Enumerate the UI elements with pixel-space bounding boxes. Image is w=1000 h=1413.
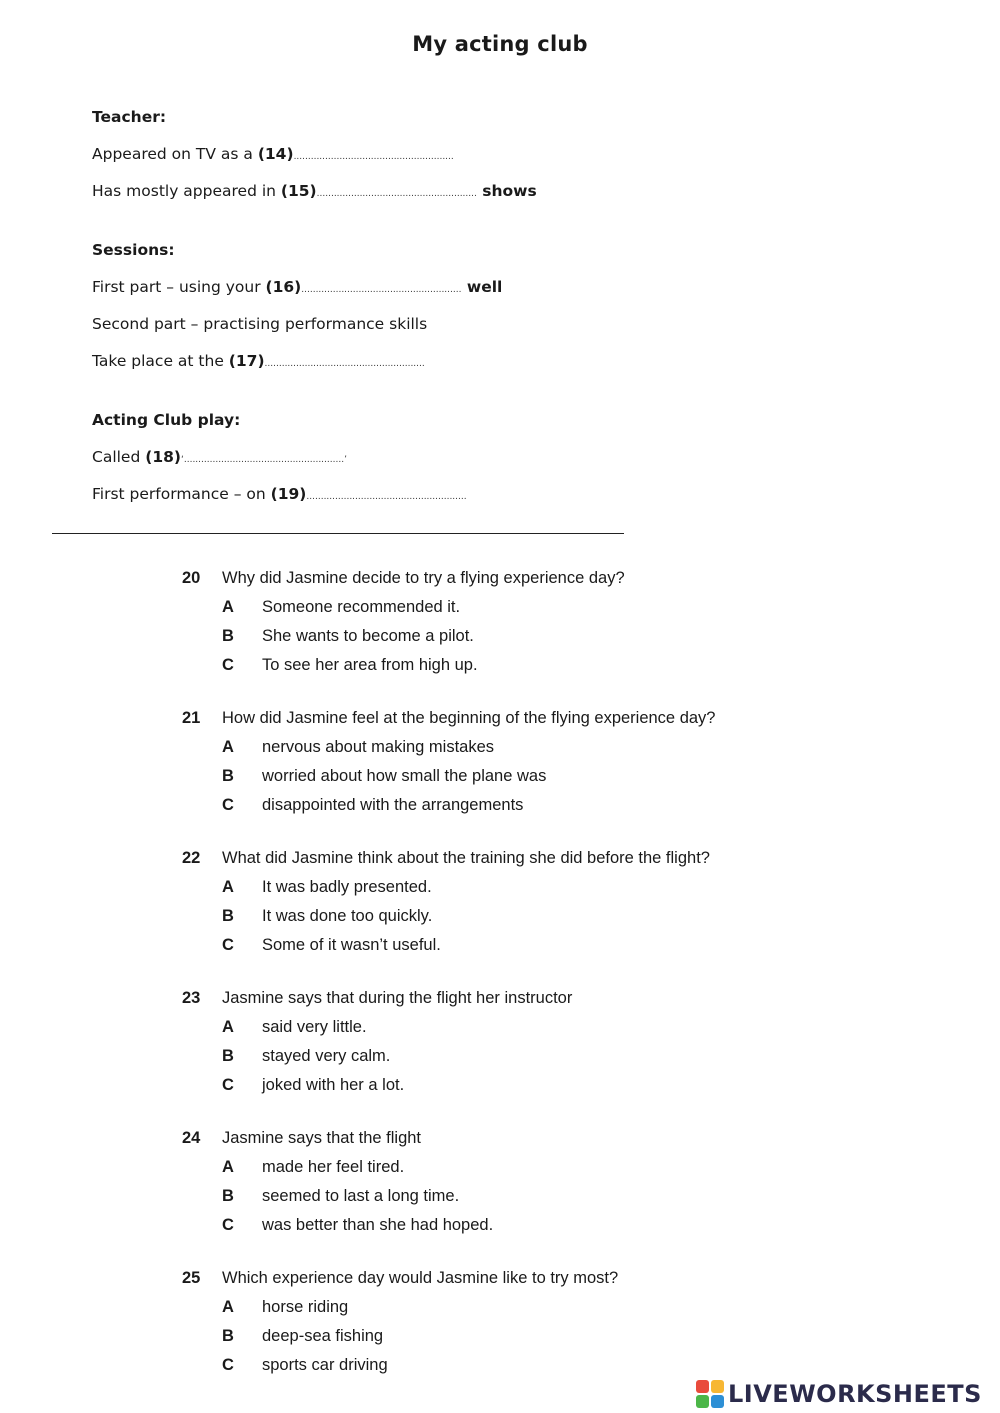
- line-text: Take place at the: [92, 352, 229, 370]
- gap-number: (17): [228, 352, 265, 370]
- option-a[interactable]: [182, 593, 802, 622]
- option-text: disappointed with the arrangements: [262, 796, 524, 814]
- option-letter: C: [222, 1216, 234, 1234]
- option-text: She wants to become a pilot.: [262, 627, 474, 645]
- question-20: [182, 564, 802, 680]
- gap-line-17: [92, 348, 652, 374]
- logo-square: [711, 1395, 724, 1408]
- answer-gap-14[interactable]: ........................................................: [293, 152, 454, 162]
- option-a[interactable]: [182, 1293, 802, 1322]
- line-text: First performance – on: [92, 485, 271, 503]
- option-a[interactable]: [182, 1013, 802, 1042]
- line-text: Has mostly appeared in: [92, 182, 281, 200]
- option-letter: B: [222, 1047, 234, 1065]
- teacher-heading: Teacher:: [92, 108, 167, 126]
- option-text: was better than she had hoped.: [262, 1216, 494, 1234]
- liveworksheets-brand[interactable]: [696, 1378, 982, 1410]
- question-22: [182, 844, 802, 960]
- option-letter: A: [222, 598, 234, 616]
- gap-line-19: [92, 481, 652, 507]
- question-text: Jasmine says that the flight: [222, 1129, 422, 1147]
- option-letter: A: [222, 878, 234, 896]
- question-text: Jasmine says that during the flight her instructor: [222, 989, 573, 1007]
- line-suffix: shows: [476, 182, 537, 200]
- option-text: Someone recommended it.: [262, 598, 461, 616]
- line-text: Called: [92, 448, 146, 466]
- option-b[interactable]: [182, 1322, 802, 1351]
- question-text: How did Jasmine feel at the beginning of the flying experience day?: [222, 709, 716, 727]
- option-text: To see her area from high up.: [262, 656, 478, 674]
- option-text: made her feel tired.: [262, 1158, 405, 1176]
- question-23: [182, 984, 802, 1100]
- option-letter: A: [222, 1018, 234, 1036]
- option-text: joked with her a lot.: [262, 1076, 405, 1094]
- question-text: Which experience day would Jasmine like to try most?: [222, 1269, 619, 1287]
- option-b[interactable]: [182, 622, 802, 651]
- option-letter: C: [222, 656, 234, 674]
- option-b[interactable]: [182, 762, 802, 791]
- gap-number: (15): [280, 182, 317, 200]
- gap-number: (16): [265, 278, 302, 296]
- line-text: Appeared on TV as a: [92, 145, 258, 163]
- question-25: [182, 1264, 802, 1380]
- line-text: First part – using your: [92, 278, 266, 296]
- sessions-heading: Sessions:: [92, 241, 175, 259]
- divider: [52, 533, 624, 534]
- question-24: [182, 1124, 802, 1240]
- gap-number: (14): [257, 145, 294, 163]
- teacher-section: [92, 104, 652, 204]
- gap-line-18: [92, 444, 652, 470]
- question-number: 23: [182, 989, 201, 1007]
- gap-line-15: [92, 178, 652, 204]
- line-suffix: well: [461, 278, 503, 296]
- option-c[interactable]: [182, 931, 802, 960]
- option-text: deep-sea fishing: [262, 1327, 384, 1345]
- question-number: 25: [182, 1269, 201, 1287]
- option-a[interactable]: [182, 873, 802, 902]
- option-text: worried about how small the plane was: [262, 767, 547, 785]
- option-text: Some of it wasn’t useful.: [262, 936, 441, 954]
- question-number: 20: [182, 569, 201, 587]
- question-number: 24: [182, 1129, 201, 1147]
- option-letter: C: [222, 1076, 234, 1094]
- option-letter: C: [222, 796, 234, 814]
- option-b[interactable]: [182, 902, 802, 931]
- option-text: It was done too quickly.: [262, 907, 433, 925]
- option-text: horse riding: [262, 1298, 349, 1316]
- logo-square: [711, 1380, 724, 1393]
- option-letter: A: [222, 1158, 234, 1176]
- play-section: [92, 407, 652, 507]
- line-text: Second part – practising performance skills: [92, 315, 428, 333]
- gap-number: (19): [270, 485, 307, 503]
- answer-gap-15[interactable]: ........................................................: [316, 189, 477, 199]
- question-text: What did Jasmine think about the training she did before the flight?: [222, 849, 710, 867]
- play-heading: Acting Club play:: [92, 411, 241, 429]
- option-letter: A: [222, 1298, 234, 1316]
- option-letter: B: [222, 1187, 234, 1205]
- option-letter: B: [222, 907, 234, 925]
- option-c[interactable]: [182, 1211, 802, 1240]
- option-letter: C: [222, 936, 234, 954]
- gap-line-14: [92, 141, 652, 167]
- brand-name: LIVEWORKSHEETS: [728, 1380, 982, 1408]
- question-21: [182, 704, 802, 820]
- option-text: sports car driving: [262, 1356, 388, 1374]
- gap-number: (18): [145, 448, 181, 466]
- answer-gap-16[interactable]: ........................................................: [301, 285, 462, 295]
- option-b[interactable]: [182, 1182, 802, 1211]
- page-title: My acting club: [412, 32, 588, 56]
- logo-square: [696, 1395, 709, 1408]
- option-b[interactable]: [182, 1042, 802, 1071]
- option-c[interactable]: [182, 1351, 802, 1380]
- option-text: seemed to last a long time.: [262, 1187, 460, 1205]
- liveworksheets-logo-icon: [696, 1380, 724, 1408]
- option-letter: C: [222, 1356, 234, 1374]
- sessions-section: [92, 237, 652, 374]
- answer-gap-17[interactable]: ........................................................: [264, 359, 425, 369]
- static-line: [92, 311, 652, 337]
- option-text: stayed very calm.: [262, 1047, 391, 1065]
- option-a[interactable]: [182, 1153, 802, 1182]
- question-number: 22: [182, 849, 201, 867]
- logo-square: [696, 1380, 709, 1393]
- option-a[interactable]: [182, 733, 802, 762]
- questions-list: [182, 564, 802, 1404]
- option-c[interactable]: [182, 651, 802, 680]
- notes-form: [92, 104, 652, 540]
- option-letter: A: [222, 738, 234, 756]
- option-text: It was badly presented.: [262, 878, 432, 896]
- option-c[interactable]: [182, 791, 802, 820]
- gap-line-16: [92, 274, 652, 300]
- answer-gap-18[interactable]: ‘........................................................’: [181, 455, 347, 465]
- option-c[interactable]: [182, 1071, 802, 1100]
- option-letter: B: [222, 767, 234, 785]
- question-text: Why did Jasmine decide to try a flying experience day?: [222, 569, 625, 587]
- answer-gap-19[interactable]: ........................................................: [306, 492, 467, 502]
- option-text: nervous about making mistakes: [262, 738, 495, 756]
- option-letter: B: [222, 1327, 234, 1345]
- question-number: 21: [182, 709, 201, 727]
- option-text: said very little.: [262, 1018, 367, 1036]
- option-letter: B: [222, 627, 234, 645]
